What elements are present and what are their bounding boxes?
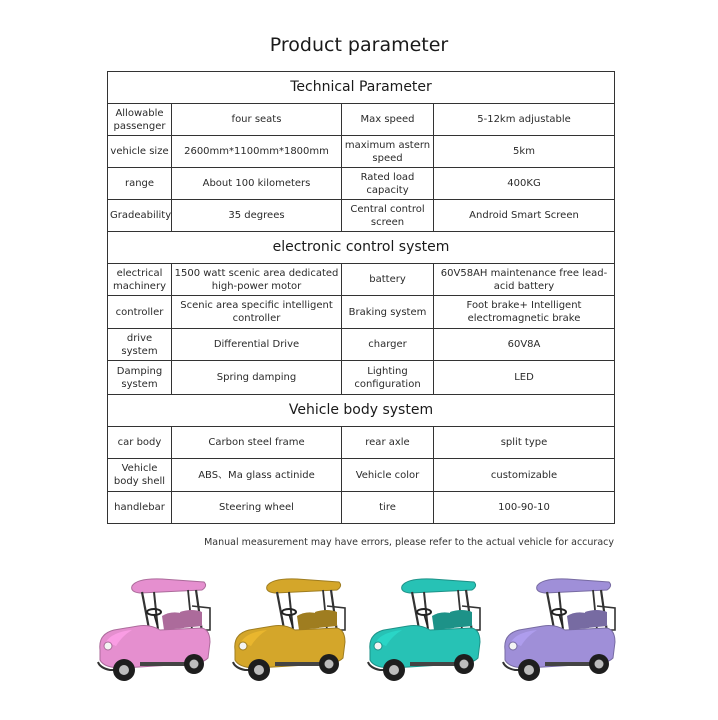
param-value: Steering wheel xyxy=(172,492,342,524)
param-label: vehicle size xyxy=(108,136,172,168)
param-label: rear axle xyxy=(342,427,434,459)
section-header xyxy=(108,232,615,264)
param-label: Damping system xyxy=(108,361,172,395)
param-label: Rated load capacity xyxy=(342,168,434,200)
param-label: maximum astern speed xyxy=(342,136,434,168)
param-label: Gradeability xyxy=(108,200,172,232)
param-label: Vehicle color xyxy=(342,459,434,492)
table-row xyxy=(108,168,615,200)
param-value: 2600mm*1100mm*1800mm xyxy=(172,136,342,168)
golf-cart-illustration xyxy=(362,572,484,694)
param-value: 5-12km adjustable xyxy=(434,104,615,136)
table-row xyxy=(108,104,615,136)
param-label: Vehicle body shell xyxy=(108,459,172,492)
param-value: Spring damping xyxy=(172,361,342,395)
param-value: 60V58AH maintenance free lead-acid battery xyxy=(434,264,615,296)
section-header xyxy=(108,72,615,104)
param-value: 60V8A xyxy=(434,329,615,361)
param-value: 5km xyxy=(434,136,615,168)
param-label: Lighting configuration xyxy=(342,361,434,395)
param-label: Max speed xyxy=(342,104,434,136)
param-value: 400KG xyxy=(434,168,615,200)
page-title: Product parameter xyxy=(269,34,449,56)
param-value: 35 degrees xyxy=(172,200,342,232)
cart-gallery xyxy=(92,572,618,694)
param-label: car body xyxy=(108,427,172,459)
table-row xyxy=(108,264,615,296)
param-label: range xyxy=(108,168,172,200)
param-label: battery xyxy=(342,264,434,296)
golf-cart-illustration xyxy=(92,572,214,694)
purple-cart xyxy=(497,572,619,694)
param-label: handlebar xyxy=(108,492,172,524)
section-header xyxy=(108,395,615,427)
section-title: Technical Parameter xyxy=(108,72,615,104)
param-value: Scenic area specific intelligent controller xyxy=(172,296,342,329)
table-row xyxy=(108,329,615,361)
param-value: ABS、Ma glass actinide xyxy=(172,459,342,492)
param-value: Carbon steel frame xyxy=(172,427,342,459)
param-value: 100-90-10 xyxy=(434,492,615,524)
table-row xyxy=(108,200,615,232)
param-value: four seats xyxy=(172,104,342,136)
section-title: Vehicle body system xyxy=(108,395,615,427)
param-label: Central control screen xyxy=(342,200,434,232)
param-value: About 100 kilometers xyxy=(172,168,342,200)
param-value: Differential Drive xyxy=(172,329,342,361)
param-value: LED xyxy=(434,361,615,395)
accuracy-note: Manual measurement may have errors, please refer to the actual vehicle for accuracy xyxy=(204,537,614,548)
table-row xyxy=(108,492,615,524)
teal-cart xyxy=(362,572,484,694)
pink-cart xyxy=(92,572,214,694)
param-value: 1500 watt scenic area dedicated high-power motor xyxy=(172,264,342,296)
param-label: controller xyxy=(108,296,172,329)
section-title: electronic control system xyxy=(108,232,615,264)
param-value: split type xyxy=(434,427,615,459)
golf-cart-illustration xyxy=(227,572,349,694)
param-value: customizable xyxy=(434,459,615,492)
table-row xyxy=(108,427,615,459)
table-row xyxy=(108,136,615,168)
param-label: drive system xyxy=(108,329,172,361)
param-label: charger xyxy=(342,329,434,361)
param-label: Allowable passenger xyxy=(108,104,172,136)
table-row xyxy=(108,296,615,329)
table-row xyxy=(108,361,615,395)
param-label: electrical machinery xyxy=(108,264,172,296)
param-label: Braking system xyxy=(342,296,434,329)
param-label: tire xyxy=(342,492,434,524)
yellow-cart xyxy=(227,572,349,694)
table-row xyxy=(108,459,615,492)
param-value: Android Smart Screen xyxy=(434,200,615,232)
golf-cart-illustration xyxy=(497,572,619,694)
spec-table xyxy=(107,71,615,524)
param-value: Foot brake+ Intelligent electromagnetic brake xyxy=(434,296,615,329)
